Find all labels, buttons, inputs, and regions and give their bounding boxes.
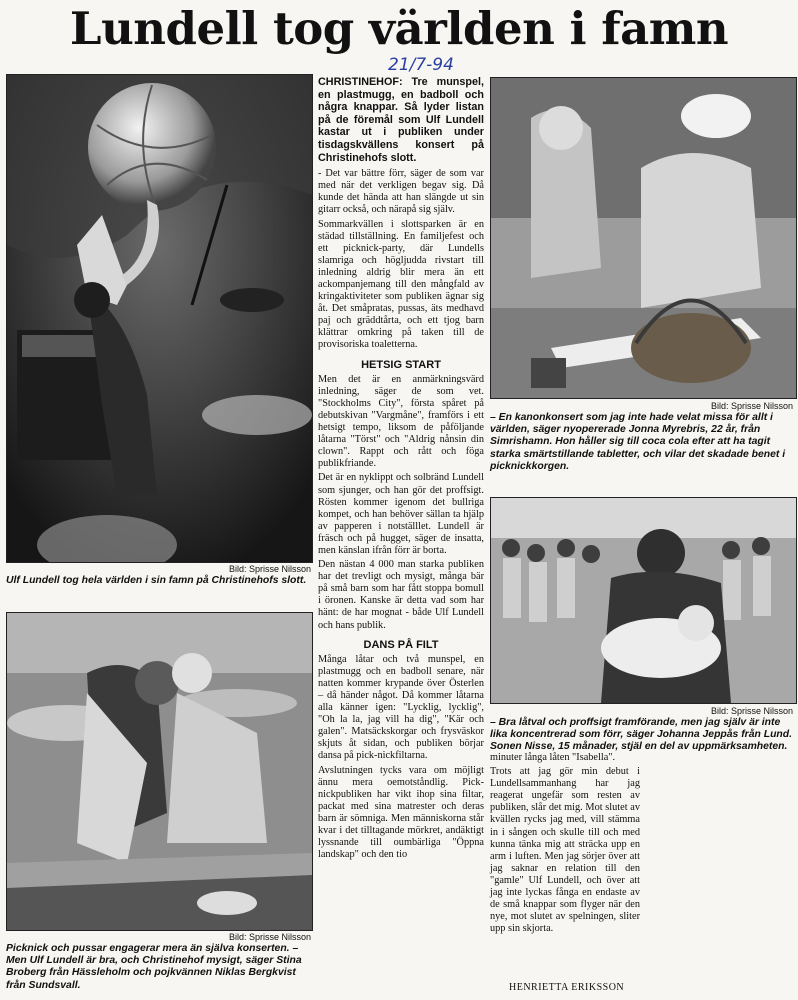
article-lead: CHRISTINEHOF: Tre munspel, en plastmugg, en badboll och några knappar. Så lyder listan på de föremål som Ulf Lundell kastar ut i publiken under tisdagskvällens konsert på Christinehofs slott. — [318, 76, 484, 164]
concert-photo-caption: Ulf Lundell tog hela världen i sin famn på Christinehofs slott. — [6, 575, 307, 586]
article-column-1 — [318, 76, 484, 863]
jonna-photo-credit: Bild: Sprisse Nilsson — [710, 401, 793, 411]
article-paragraph: Men det är en anmärkningsvärd inledning, säger de som vet. "Stockholms City", första spåret på debutskivan "Vargmåne", framförs i ett hetsigt tempo, liksom de påföljande låtarna "Törst" och "Aldrig nånsin din clown". Rappt och rått och föga publikfriande. — [318, 373, 484, 470]
picnic-photo-credit: Bild: Sprisse Nilsson — [228, 932, 311, 942]
johanna-photo-caption: – Bra låtval och proffsigt framförande, men jag själv är inte lika koncentrerad som förr, säger Johanna Jeppås från Lund. Sonen Nisse, 15 månader, stjäl en del av uppmärksamheten. — [490, 717, 792, 753]
article-paragraph: Trots att jag gör min debut i Lundellsammanhang har jag reagerat ungefär som resten av publiken, slår det mig. Mot slutet av kvällen rycks jag med, vill stämma in i sången och skulle till och med kunna tänka mig att sträcka upp en arm i luften. Men jag sörjer över att jag saknar en relation till den "gamle" Ulf Lundell, och över att jag inte lyckas fånga en endaste av de små knappar som flyger när den nye, mot slutet av spelningen, sliter upp sin skjorta. — [490, 766, 640, 935]
handwritten-date: 21/7-94 — [388, 55, 454, 75]
article-paragraph: Sommarkvällen i slottsparken är en städad tillställning. En familjefest och ett picknick-party, där Lundells slamriga och högljudda rivstart till inledning aldrig blir mera än ett ackompanjemang till den mångfald av kringaktiviteter som publiken ägnar sig åt. Det småpratas, pussas, äts medhavd paj och gräddtårta, och ett tjog barn klättrar omkring på taken till de provisoriska toaletterna. — [318, 218, 484, 351]
article-paragraph: Den nästan 4 000 man starka publiken har det trevligt och mysigt, många bär på små barn som har fått stoppa bomull i öronen. Kanske är detta vad som har hänt: de har mognat - både Ulf Lundell och hans publik. — [318, 559, 484, 631]
picnic-photo — [6, 612, 313, 931]
johanna-photo — [490, 497, 797, 704]
jonna-photo-caption: – En kanonkonsert som jag inte hade velat missa för allt i världen, säger nyopererade Jonna Myrebris, 22 år, från Simrishamn. Hon håller sig till coca cola efter att ha tagit starka smärtstillande tabletter, och vilar det skadade benet i picknickkorgen. — [490, 412, 786, 472]
concert-photo — [6, 74, 313, 563]
article-paragraph: Det är en nyklippt och solbränd Lundell som sjunger, och han gör det proffsigt. Rösten kommer igenom det bullriga kompet, och han behöver sällan ta hjälp av papperen i notställlet. Lundell är fräsch och på hugget, säger de insatta, men känslan ifrån förr är borta. — [318, 472, 484, 556]
article-paragraph: minuter långa låten "Isabella". — [490, 752, 616, 763]
picnic-photo-caption: Picknick och pussar engagerar mera än själva konserten. – Men Ulf Lundell är bra, och Christinehof mysigt, säger Stina Broberg från Hässleholm och pojkvännen Niklas Bergkvist från Sundsvall. — [6, 943, 302, 991]
article-paragraph: Avslutningen tycks vara om möjligt ännu mera oemotståndlig. Pick-nickpubliken har vikt ihop sina filtar, packat med sina matrester och deras barn är sömniga. Men människorna står kvar i det tilltagande mörkret, andäktigt lyssnande till oumbärliga "Öppna landskap" och den tio — [318, 764, 484, 861]
subheading: HETSIG START — [361, 358, 441, 371]
headline: Lundell tog världen i famn — [69, 2, 729, 55]
subheading: DANS PÅ FILT — [363, 638, 439, 651]
article-paragraph: Många låtar och två munspel, en plastmugg och en badboll senare, när natten kommer krypande över Österlen – då händer något. Då kommer låtarna alla känner igen: "Lycklig, lycklig", "Oh la la, jag vill ha dig", "Kär och galen". Matsäckskorgar och frysväskor skjuts åt sidan, och publiken börjar dansa på pick-nickfiltarna. — [318, 653, 484, 762]
article-paragraph: - Det var bättre förr, säger de som var med när det verkligen begav sig. Då kunde det hända att han slängde ut sin gitarr också, och närapå sig själv. — [318, 168, 484, 216]
jonna-photo — [490, 77, 797, 399]
article-column-2 — [490, 752, 640, 937]
concert-photo-credit: Bild: Sprisse Nilsson — [228, 564, 311, 574]
johanna-photo-credit: Bild: Sprisse Nilsson — [710, 706, 793, 716]
byline: HENRIETTA ERIKSSON — [509, 982, 625, 993]
